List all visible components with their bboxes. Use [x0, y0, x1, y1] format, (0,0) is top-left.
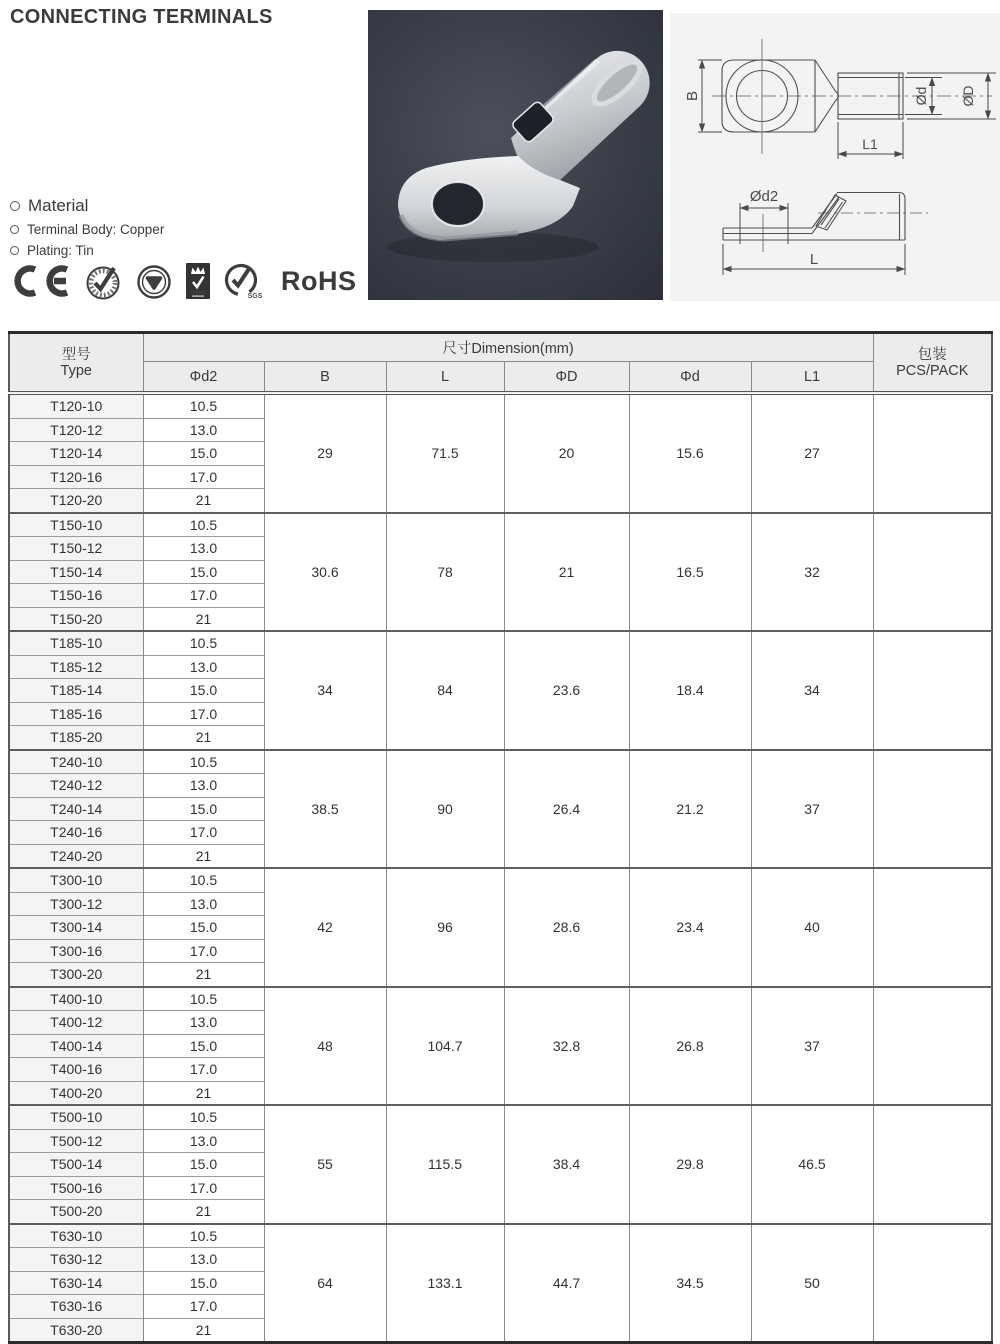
pack-cell — [873, 750, 992, 869]
value-cell-L1: 34 — [751, 631, 873, 750]
header-col-d: Φd — [629, 362, 751, 394]
type-cell: T400-14 — [9, 1034, 143, 1058]
type-cell: T300-12 — [9, 892, 143, 916]
weee-compliant-icon — [85, 261, 123, 301]
value-cell-d: 16.5 — [629, 513, 751, 632]
value-cell-D: 21 — [504, 513, 629, 632]
value-cell-D: 28.6 — [504, 868, 629, 987]
value-cell-L: 104.7 — [386, 987, 504, 1106]
value-cell-d2: 13.0 — [143, 1248, 264, 1272]
value-cell-D: 32.8 — [504, 987, 629, 1106]
value-cell-B: 29 — [264, 393, 386, 513]
table-row — [9, 750, 992, 774]
type-cell: T400-20 — [9, 1081, 143, 1105]
value-cell-D: 44.7 — [504, 1224, 629, 1343]
type-cell: T400-12 — [9, 1011, 143, 1035]
type-cell: T150-20 — [9, 607, 143, 631]
value-cell-L: 71.5 — [386, 393, 504, 513]
header-type — [9, 333, 143, 394]
table-row — [9, 868, 992, 892]
type-cell: T400-16 — [9, 1058, 143, 1082]
bullet-icon — [10, 246, 19, 255]
type-cell: T630-20 — [9, 1318, 143, 1343]
type-cell: T630-14 — [9, 1271, 143, 1295]
type-cell: T630-10 — [9, 1224, 143, 1248]
value-cell-L1: 27 — [751, 393, 873, 513]
type-cell: T630-16 — [9, 1295, 143, 1319]
value-cell-d2: 15.0 — [143, 797, 264, 821]
drawing-side-view — [670, 168, 1000, 301]
sgs-label: SGS — [247, 293, 263, 300]
type-cell: T500-10 — [9, 1105, 143, 1129]
type-cell: T240-20 — [9, 844, 143, 868]
header-type-cn: 型号 — [61, 346, 91, 363]
pack-cell — [873, 513, 992, 632]
value-cell-d2: 10.5 — [143, 631, 264, 655]
value-cell-D: 38.4 — [504, 1105, 629, 1224]
value-cell-B: 55 — [264, 1105, 386, 1224]
ukas-label: UKAS — [190, 290, 206, 296]
value-cell-L1: 32 — [751, 513, 873, 632]
value-cell-d2: 15.0 — [143, 442, 264, 466]
value-cell-d2: 17.0 — [143, 584, 264, 608]
value-cell-d2: 10.5 — [143, 1224, 264, 1248]
header-type-en: Type — [60, 362, 92, 379]
value-cell-L1: 37 — [751, 750, 873, 869]
value-cell-d: 34.5 — [629, 1224, 751, 1343]
bullet-icon — [10, 225, 19, 234]
value-cell-d2: 21 — [143, 963, 264, 987]
sgs-check-icon — [222, 261, 270, 301]
value-cell-d: 15.6 — [629, 393, 751, 513]
type-cell: T300-10 — [9, 868, 143, 892]
value-cell-L1: 40 — [751, 868, 873, 987]
page-title: CONNECTING TERMINALS — [10, 6, 273, 28]
value-cell-B: 38.5 — [264, 750, 386, 869]
value-cell-d2: 10.5 — [143, 513, 264, 537]
value-cell-L: 115.5 — [386, 1105, 504, 1224]
type-cell: T185-20 — [9, 726, 143, 750]
value-cell-L: 78 — [386, 513, 504, 632]
header-pack — [873, 333, 992, 394]
value-cell-B: 34 — [264, 631, 386, 750]
certification-logos — [8, 261, 357, 301]
value-cell-d2: 13.0 — [143, 655, 264, 679]
value-cell-d2: 15.0 — [143, 679, 264, 703]
value-cell-d2: 17.0 — [143, 821, 264, 845]
value-cell-L1: 46.5 — [751, 1105, 873, 1224]
table-row — [9, 987, 992, 1011]
table-row — [9, 513, 992, 537]
type-cell: T120-12 — [9, 418, 143, 442]
value-cell-d2: 13.0 — [143, 418, 264, 442]
value-cell-d2: 17.0 — [143, 465, 264, 489]
header-col-L: L — [386, 362, 504, 394]
iso-badge-icon — [134, 261, 174, 301]
drawing-top-view — [670, 13, 1000, 168]
value-cell-D: 23.6 — [504, 631, 629, 750]
type-cell: T120-14 — [9, 442, 143, 466]
type-cell: T240-10 — [9, 750, 143, 774]
type-cell: T150-14 — [9, 560, 143, 584]
value-cell-d2: 10.5 — [143, 1105, 264, 1129]
type-cell: T500-20 — [9, 1200, 143, 1224]
value-cell-L: 84 — [386, 631, 504, 750]
material-section — [10, 196, 164, 264]
type-cell: T300-14 — [9, 916, 143, 940]
value-cell-L: 133.1 — [386, 1224, 504, 1343]
value-cell-d2: 21 — [143, 1200, 264, 1224]
value-cell-B: 48 — [264, 987, 386, 1106]
type-cell: T185-12 — [9, 655, 143, 679]
product-photo — [368, 10, 663, 300]
type-cell: T500-12 — [9, 1129, 143, 1153]
pack-cell — [873, 1105, 992, 1224]
value-cell-d2: 15.0 — [143, 1271, 264, 1295]
value-cell-d2: 15.0 — [143, 1153, 264, 1177]
type-cell: T185-14 — [9, 679, 143, 703]
type-cell: T185-16 — [9, 702, 143, 726]
value-cell-d2: 17.0 — [143, 1176, 264, 1200]
header-pack-cn: 包装 — [917, 346, 947, 363]
pack-cell — [873, 393, 992, 513]
type-cell: T150-12 — [9, 537, 143, 561]
value-cell-d2: 21 — [143, 1318, 264, 1343]
pack-cell — [873, 987, 992, 1106]
value-cell-D: 20 — [504, 393, 629, 513]
value-cell-d2: 13.0 — [143, 774, 264, 798]
value-cell-d2: 10.5 — [143, 868, 264, 892]
spec-table-header — [9, 333, 992, 394]
pack-cell — [873, 1224, 992, 1343]
value-cell-d2: 13.0 — [143, 537, 264, 561]
value-cell-B: 64 — [264, 1224, 386, 1343]
dim-label-L: L — [809, 251, 819, 268]
value-cell-d2: 17.0 — [143, 1058, 264, 1082]
type-cell: T150-10 — [9, 513, 143, 537]
value-cell-d2: 10.5 — [143, 393, 264, 418]
ukas-badge-icon — [185, 261, 211, 301]
type-cell: T185-10 — [9, 631, 143, 655]
pack-cell — [873, 868, 992, 987]
type-cell: T120-10 — [9, 393, 143, 418]
value-cell-L1: 37 — [751, 987, 873, 1106]
value-cell-d2: 13.0 — [143, 1011, 264, 1035]
value-cell-D: 26.4 — [504, 750, 629, 869]
value-cell-d: 26.8 — [629, 987, 751, 1106]
table-row — [9, 393, 992, 418]
material-item: Plating: Tin — [27, 243, 94, 258]
dim-label-L1: L1 — [862, 136, 878, 152]
spec-table — [8, 331, 993, 1344]
header-col-B: B — [264, 362, 386, 394]
type-cell: T120-16 — [9, 465, 143, 489]
dim-label-B: B — [684, 90, 701, 102]
table-row — [9, 1224, 992, 1248]
value-cell-L: 96 — [386, 868, 504, 987]
type-cell: T300-20 — [9, 963, 143, 987]
header-col-D: ΦD — [504, 362, 629, 394]
dim-label-d2: Ød2 — [749, 188, 779, 205]
table-row — [9, 631, 992, 655]
type-cell: T120-20 — [9, 489, 143, 513]
type-cell: T300-16 — [9, 939, 143, 963]
value-cell-d: 18.4 — [629, 631, 751, 750]
header-pack-en: PCS/PACK — [896, 362, 969, 379]
type-cell: T240-16 — [9, 821, 143, 845]
type-cell: T500-14 — [9, 1153, 143, 1177]
type-cell: T400-10 — [9, 987, 143, 1011]
bullet-icon — [10, 201, 20, 211]
value-cell-d2: 15.0 — [143, 1034, 264, 1058]
value-cell-B: 30.6 — [264, 513, 386, 632]
spec-table-body — [9, 393, 992, 1343]
value-cell-d: 23.4 — [629, 868, 751, 987]
pack-cell — [873, 631, 992, 750]
technical-drawing-panel — [670, 13, 1000, 301]
value-cell-L1: 50 — [751, 1224, 873, 1343]
value-cell-d: 21.2 — [629, 750, 751, 869]
value-cell-d: 29.8 — [629, 1105, 751, 1224]
value-cell-d2: 17.0 — [143, 702, 264, 726]
material-item: Terminal Body: Copper — [27, 222, 165, 237]
value-cell-d2: 21 — [143, 726, 264, 750]
value-cell-d2: 21 — [143, 607, 264, 631]
type-cell: T240-14 — [9, 797, 143, 821]
header-dimension: 尺寸Dimension(mm) — [143, 333, 873, 362]
value-cell-d2: 21 — [143, 1081, 264, 1105]
value-cell-d2: 21 — [143, 844, 264, 868]
value-cell-d2: 21 — [143, 489, 264, 513]
table-row — [9, 1105, 992, 1129]
value-cell-d2: 15.0 — [143, 916, 264, 940]
value-cell-d2: 17.0 — [143, 1295, 264, 1319]
header-col-d2: Φd2 — [143, 362, 264, 394]
dim-label-d: Ød — [913, 86, 929, 106]
value-cell-d2: 17.0 — [143, 939, 264, 963]
type-cell: T150-16 — [9, 584, 143, 608]
type-cell: T500-16 — [9, 1176, 143, 1200]
value-cell-d2: 15.0 — [143, 560, 264, 584]
value-cell-B: 42 — [264, 868, 386, 987]
type-cell: T240-12 — [9, 774, 143, 798]
value-cell-d2: 10.5 — [143, 750, 264, 774]
value-cell-d2: 13.0 — [143, 892, 264, 916]
type-cell: T630-12 — [9, 1248, 143, 1272]
value-cell-d2: 13.0 — [143, 1129, 264, 1153]
material-heading: Material — [28, 196, 89, 215]
value-cell-d2: 10.5 — [143, 987, 264, 1011]
header-col-L1: L1 — [751, 362, 873, 394]
value-cell-L: 90 — [386, 750, 504, 869]
dim-label-D: ØD — [960, 85, 976, 107]
ce-mark-icon — [8, 262, 74, 300]
rohs-label: RoHS — [281, 265, 357, 296]
